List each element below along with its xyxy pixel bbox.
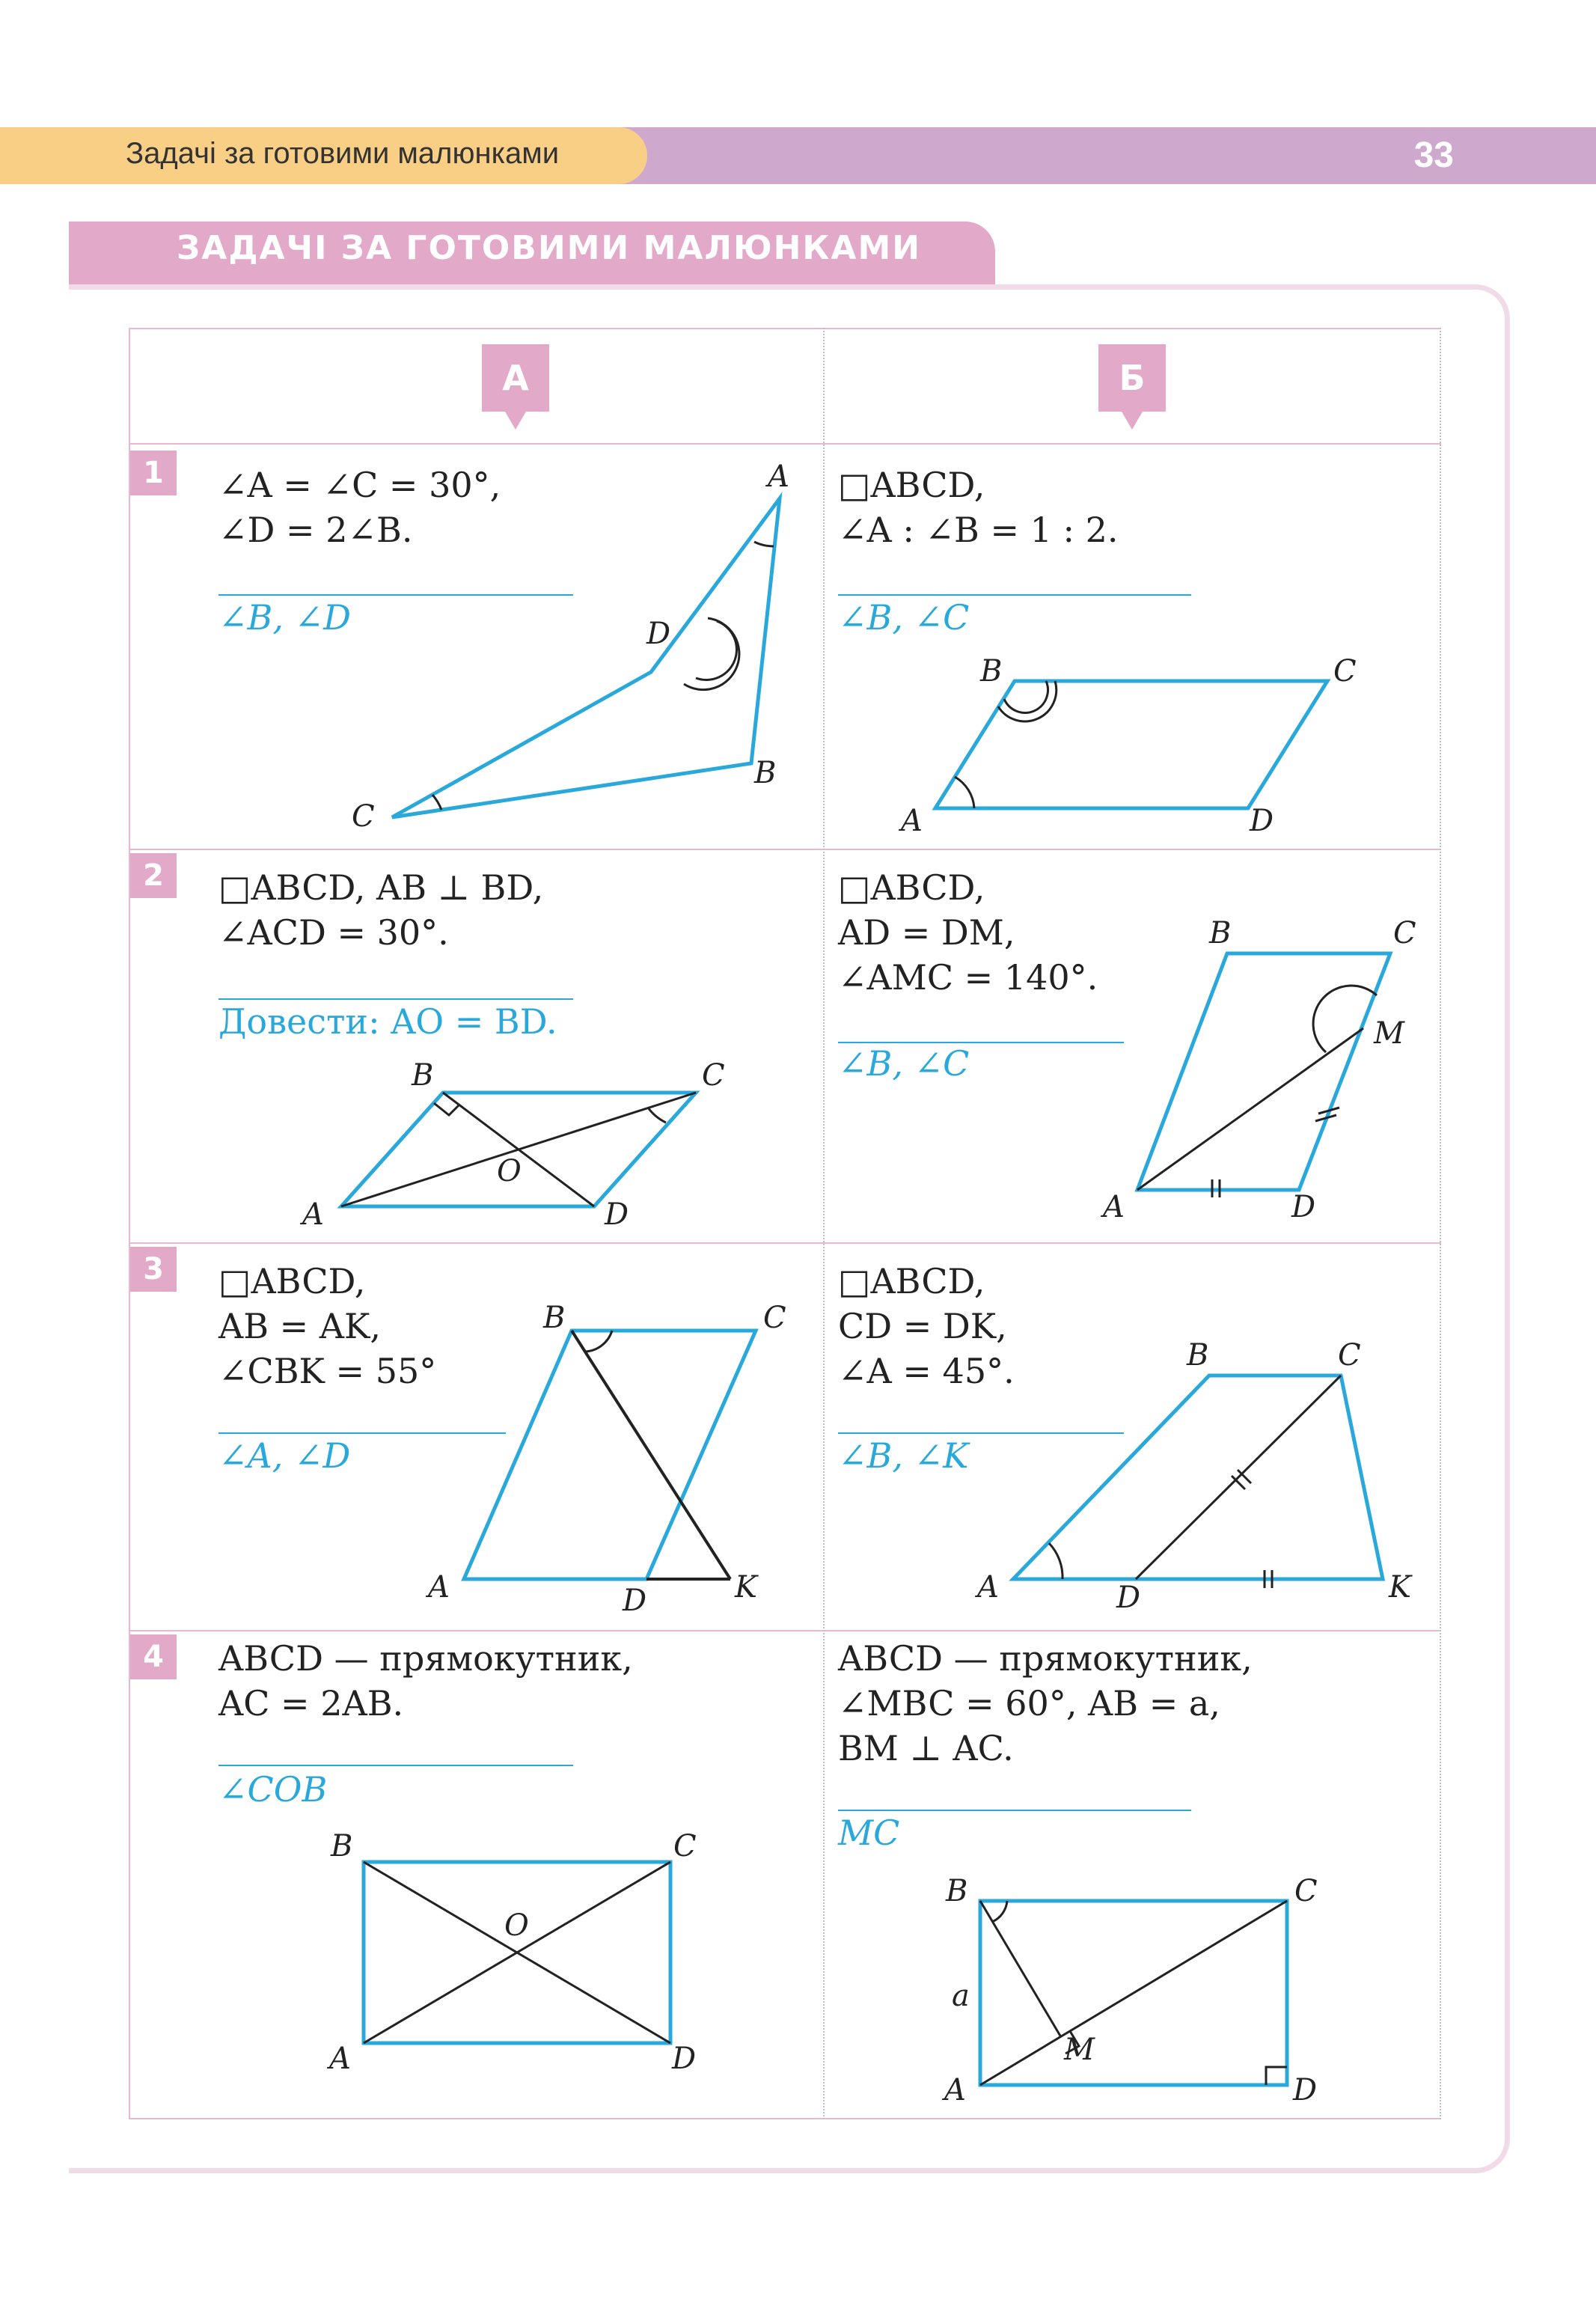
vertex-label: D (1116, 1581, 1141, 1615)
condition-line: ∠A = ∠C = 30°, (218, 465, 501, 505)
vertex-label: O (504, 1908, 529, 1943)
condition-line: ∠CBK = 55° (218, 1351, 437, 1391)
vertex-label: B (754, 756, 777, 790)
table-column-divider (823, 328, 825, 2119)
side-label: a (952, 1979, 970, 2013)
table-row-line (129, 1630, 1441, 1631)
vertex-label: M (1064, 2033, 1095, 2067)
vertex-label: A (428, 1570, 450, 1605)
condition-line: ∠MBC = 60°, AB = a, (838, 1683, 1220, 1724)
answer-text: MC (838, 1813, 900, 1853)
vertex-label: D (1293, 2073, 1318, 2107)
row-1-badge: 1 (130, 451, 177, 495)
vertex-label: B (543, 1301, 566, 1335)
vertex-label: C (673, 1829, 697, 1863)
vertex-label: D (646, 617, 671, 651)
table-left-line (129, 328, 130, 2119)
vertex-label: D (605, 1197, 629, 1232)
vertex-label: C (1333, 654, 1357, 689)
condition-line: □ABCD, AB ⊥ BD, (218, 867, 544, 908)
header-title: Задачі за готовими малюнками (126, 137, 560, 170)
row-4-badge: 4 (130, 1634, 177, 1679)
condition-line: □ABCD, (218, 1261, 366, 1301)
answer-line (218, 594, 573, 596)
condition-line: ABCD — прямокутник, (218, 1638, 633, 1679)
vertex-label: C (702, 1058, 725, 1093)
answer-line (218, 1432, 506, 1434)
table-row-line (129, 849, 1441, 850)
condition-line: AD = DM, (838, 912, 1015, 953)
vertex-label: A (944, 2073, 966, 2107)
vertex-label: K (735, 1570, 757, 1605)
condition-line: □ABCD, (838, 867, 985, 908)
condition-line: ABCD — прямокутник, (838, 1638, 1253, 1679)
answer-text: ∠B, ∠C (838, 597, 970, 638)
answer-line (838, 1432, 1124, 1434)
table-bottom-line (129, 2118, 1441, 2119)
answer-text: ∠B, ∠C (838, 1043, 970, 1084)
vertex-label: B (1187, 1338, 1209, 1373)
condition-line: □ABCD, (838, 1261, 985, 1301)
vertex-label: D (672, 2042, 697, 2076)
answer-text: ∠B, ∠D (218, 597, 352, 638)
answer-line (218, 998, 573, 1000)
vertex-label: C (763, 1301, 786, 1335)
answer-text: ∠COB (218, 1769, 328, 1810)
answer-text: ∠A, ∠D (218, 1435, 351, 1476)
answer-line (838, 1810, 1191, 1811)
condition-line: ∠D = 2∠B. (218, 510, 413, 550)
vertex-label: B (331, 1829, 353, 1863)
row-3-badge: 3 (130, 1247, 177, 1292)
vertex-label: D (1250, 804, 1274, 838)
vertex-label: D (623, 1584, 647, 1618)
vertex-label: B (946, 1874, 968, 1908)
condition-line: □ABCD, (838, 465, 985, 505)
vertex-label: A (977, 1570, 999, 1605)
vertex-label: A (329, 2042, 351, 2076)
vertex-label: A (901, 804, 923, 838)
condition-line: ∠A : ∠B = 1 : 2. (838, 510, 1119, 550)
vertex-label: B (1209, 916, 1232, 950)
vertex-label: A (302, 1197, 324, 1232)
answer-line (218, 1765, 573, 1766)
vertex-label: B (412, 1058, 434, 1093)
vertex-label: M (1374, 1016, 1404, 1051)
answer-text: Довести: AO = BD. (218, 1001, 557, 1042)
condition-line: AC = 2AB. (218, 1683, 404, 1724)
table-right-line (1440, 328, 1441, 2119)
section-title: ЗАДАЧІ ЗА ГОТОВИМИ МАЛЮНКАМИ (177, 229, 922, 267)
condition-line: AB = AK, (218, 1306, 382, 1346)
vertex-label: C (352, 799, 375, 834)
table-row-line (129, 443, 1441, 445)
answer-line (838, 594, 1191, 596)
condition-line: CD = DK, (838, 1306, 1007, 1346)
column-a-badge: А (482, 344, 549, 412)
vertex-label: A (1103, 1190, 1125, 1224)
vertex-label: C (1393, 916, 1416, 950)
page-number: 33 (1413, 135, 1454, 175)
vertex-label: C (1294, 1874, 1318, 1908)
table-top-line (129, 328, 1441, 329)
vertex-label: O (497, 1154, 522, 1188)
condition-line: ∠A = 45°. (838, 1351, 1015, 1391)
row-2-badge: 2 (130, 853, 177, 898)
table-row-line (129, 1242, 1441, 1244)
column-b-badge: Б (1098, 344, 1166, 412)
vertex-label: B (980, 654, 1003, 689)
answer-text: ∠B, ∠K (838, 1435, 969, 1476)
vertex-label: C (1338, 1338, 1361, 1373)
condition-line: ∠AMC = 140°. (838, 957, 1098, 998)
condition-line: ∠ACD = 30°. (218, 912, 449, 953)
vertex-label: K (1389, 1570, 1411, 1605)
condition-line: BM ⊥ AC. (838, 1728, 1014, 1768)
vertex-label: D (1291, 1190, 1316, 1224)
vertex-label: A (768, 460, 789, 494)
